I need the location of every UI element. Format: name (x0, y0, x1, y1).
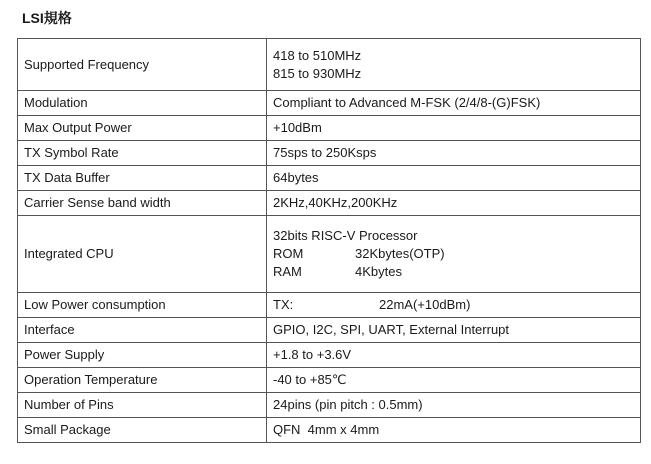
row-label: Number of Pins (18, 393, 267, 418)
table-row (18, 216, 641, 293)
row-label: Supported Frequency (18, 39, 267, 91)
table-row (18, 141, 641, 166)
row-value (267, 39, 641, 91)
table-row (18, 293, 641, 318)
value-key: ROM (273, 246, 304, 261)
row-label: Integrated CPU (18, 216, 267, 293)
row-value: 24pins (pin pitch : 0.5mm) (267, 393, 641, 418)
table-row (18, 91, 641, 116)
row-label: Carrier Sense band width (18, 191, 267, 216)
row-label: TX Symbol Rate (18, 141, 267, 166)
row-value (267, 216, 641, 293)
row-value: 75sps to 250Ksps (267, 141, 641, 166)
row-value: GPIO, I2C, SPI, UART, External Interrupt (267, 318, 641, 343)
row-label: Low Power consumption (18, 293, 267, 318)
table-row (18, 393, 641, 418)
row-value (267, 293, 641, 318)
value-line (273, 245, 640, 263)
row-value: +1.8 to +3.6V (267, 343, 641, 368)
table-row (18, 39, 641, 91)
row-value: Compliant to Advanced M-FSK (2/4/8-(G)FSK) (267, 91, 641, 116)
row-label: Small Package (18, 418, 267, 443)
value-line (273, 263, 640, 281)
value-key: TX: (273, 297, 294, 312)
table-row (18, 343, 641, 368)
value-line: 418 to 510MHz (273, 47, 362, 63)
row-label: Max Output Power (18, 116, 267, 141)
row-label: Operation Temperature (18, 368, 267, 393)
value-text: 22mA(+10dBm) (379, 297, 471, 312)
row-label: Power Supply (18, 343, 267, 368)
table-row (18, 166, 641, 191)
row-label: TX Data Buffer (18, 166, 267, 191)
spec-table (17, 38, 641, 443)
value-line (273, 296, 640, 314)
row-value: QFN 4mm x 4mm (267, 418, 641, 443)
row-value: +10dBm (267, 116, 641, 141)
row-label: Interface (18, 318, 267, 343)
table-row (18, 191, 641, 216)
value-line: 815 to 930MHz (273, 65, 362, 81)
row-label: Modulation (18, 91, 267, 116)
value-text: 32Kbytes(OTP) (355, 246, 445, 261)
page-title: LSI規格 (22, 10, 72, 26)
table-row (18, 318, 641, 343)
value-text: 4Kbytes (355, 264, 402, 279)
table-row (18, 116, 641, 141)
row-value: 2KHz,40KHz,200KHz (267, 191, 641, 216)
row-value: -40 to +85℃ (267, 368, 641, 393)
value-line: 32bits RISC-V Processor (273, 228, 418, 243)
table-row (18, 368, 641, 393)
row-value: 64bytes (267, 166, 641, 191)
value-key: RAM (273, 264, 302, 279)
table-row (18, 418, 641, 443)
